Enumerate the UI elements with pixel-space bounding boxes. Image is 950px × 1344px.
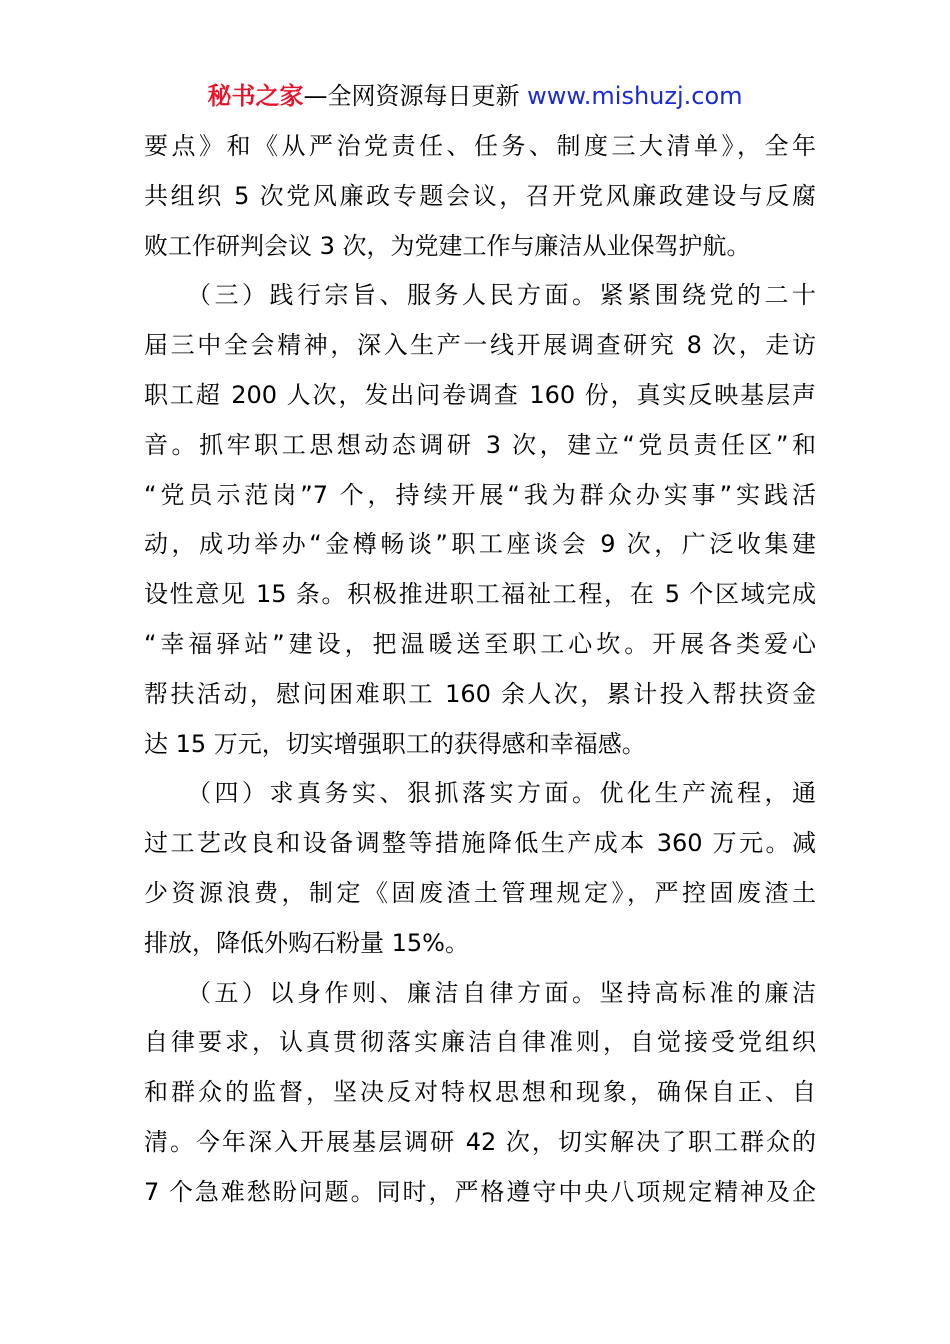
text-line: 届三中全会精神，深入生产一线开展调查研究 8 次，走访 (144, 331, 816, 360)
text-line: “党员示范岗”7 个，持续开展“我为群众办实事”实践活 (144, 480, 816, 509)
text-line: 帮扶活动，慰问困难职工 160 余人次，累计投入帮扶资金 (144, 679, 816, 708)
text-line: 共组织 5 次党风廉政专题会议，召开党风廉政建设与反腐 (144, 181, 816, 210)
website-link[interactable]: www.mishuzj.com (527, 82, 743, 110)
brand-name: 秘书之家 (207, 82, 304, 110)
text-line: 设性意见 15 条。积极推进职工福祉工程，在 5 个区域完成 (144, 580, 816, 609)
section-four-heading-line: （四）求真务实、狠抓落实方面。优化生产流程，通 (144, 779, 816, 808)
header-tagline: —全网资源每日更新 (303, 82, 528, 110)
page-header (0, 78, 950, 114)
text-line: 排放，降低外购石粉量 15%。 (144, 928, 469, 957)
text-line: 和群众的监督，坚决反对特权思想和现象，确保自正、自 (144, 1078, 816, 1107)
text-line: 职工超 200 人次，发出问卷调查 160 份，真实反映基层声 (144, 380, 816, 409)
text-line: 音。抓牢职工思想动态调研 3 次，建立“党员责任区”和 (144, 430, 816, 459)
text-line: 动，成功举办“金樽畅谈”职工座谈会 9 次，广泛收集建 (144, 530, 816, 559)
text-line: 要点》和《从严治党责任、任务、制度三大清单》，全年 (144, 132, 816, 160)
text-line: “幸福驿站”建设，把温暖送至职工心坎。开展各类爱心 (144, 629, 816, 658)
section-three-heading-line: （三）践行宗旨、服务人民方面。紧紧围绕党的二十 (144, 281, 816, 310)
document-body (144, 122, 816, 1218)
text-line: 7 个急难愁盼问题。同时，严格遵守中央八项规定精神及企 (144, 1177, 816, 1206)
text-line: 败工作研判会议 3 次，为党建工作与廉洁从业保驾护航。 (144, 231, 751, 260)
text-line: 少资源浪费，制定《固废渣土管理规定》，严控固废渣土 (144, 878, 816, 907)
text-line: 清。今年深入开展基层调研 42 次，切实解决了职工群众的 (144, 1127, 816, 1156)
text-line: 自律要求，认真贯彻落实廉洁自律准则，自觉接受党组织 (144, 1028, 816, 1057)
section-five-heading-line: （五）以身作则、廉洁自律方面。坚持高标准的廉洁 (144, 978, 816, 1007)
text-line: 达 15 万元，切实增强职工的获得感和幸福感。 (144, 729, 646, 758)
text-line: 过工艺改良和设备调整等措施降低生产成本 360 万元。减 (144, 829, 816, 858)
